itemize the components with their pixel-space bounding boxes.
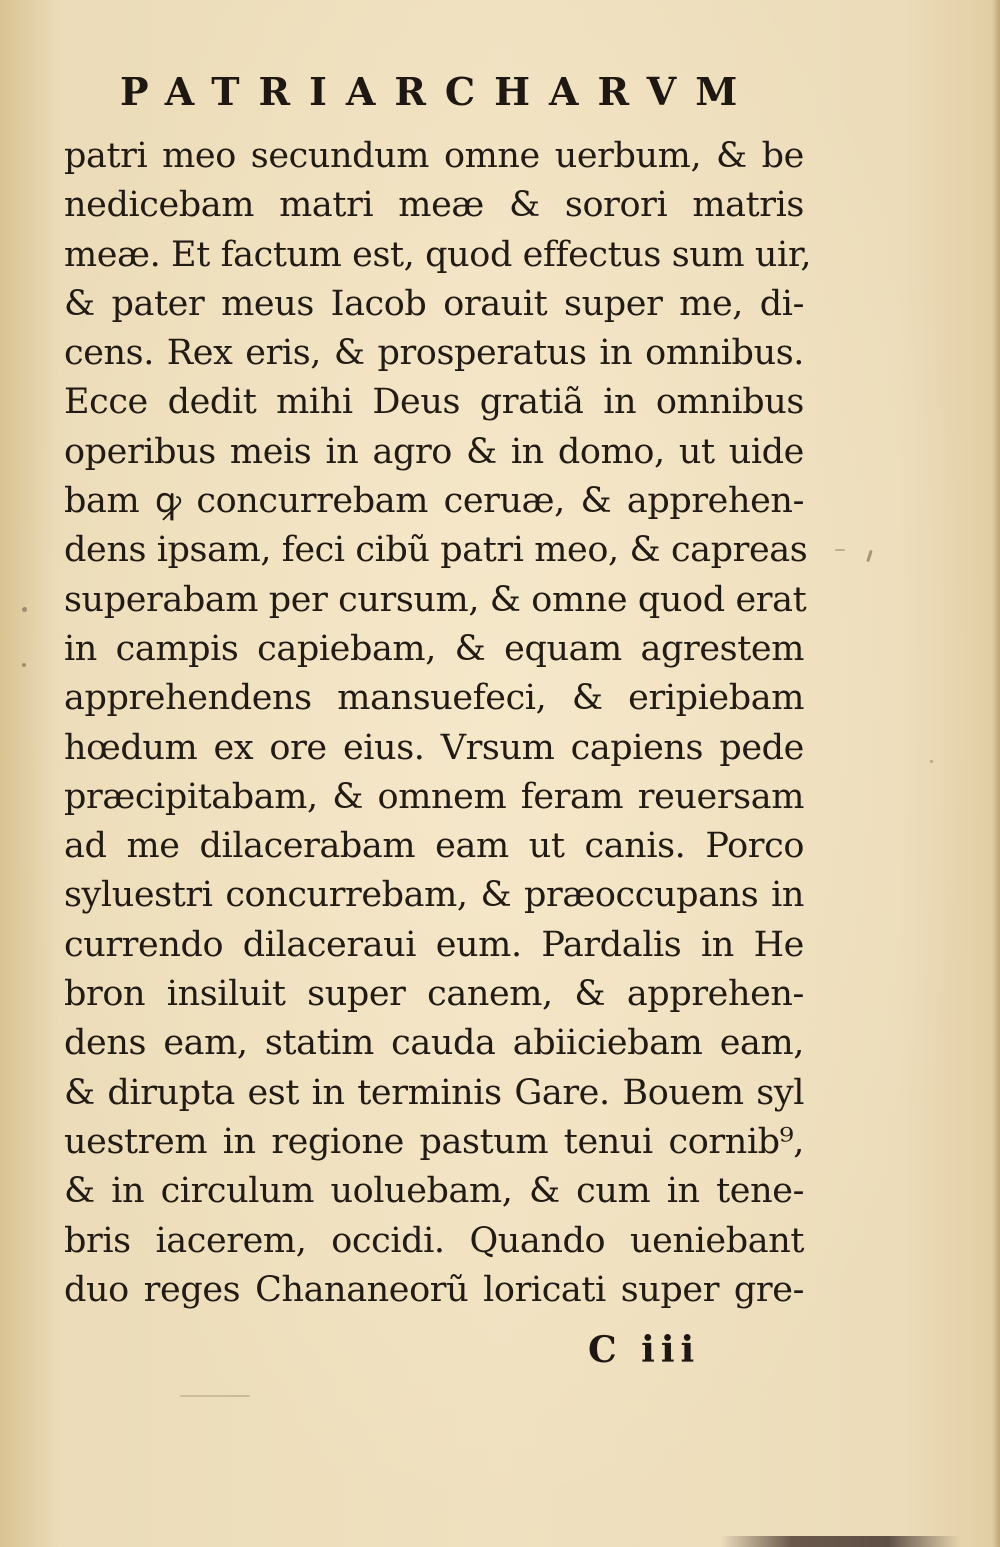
bottom-binding-strip [720, 1536, 960, 1547]
signature-mark: C iii [588, 1329, 701, 1371]
text-line: ad me dilacerabam eam ut canis. Porco [64, 826, 804, 867]
text-line: hœdum ex ore eius. Vrsum capiens pede [64, 727, 804, 768]
page-edge-shadow [992, 0, 1000, 1547]
text-line: meæ. Et factum est, quod effectus sum uir, [64, 234, 812, 275]
paper-speck [22, 663, 26, 667]
text-line: & dirupta est in terminis Gare. Bouem syl [64, 1072, 804, 1113]
text-line: bam ꝙ concurrebam ceruæ, & apprehen- [64, 481, 804, 522]
paper-speck [180, 1395, 250, 1397]
paper-speck [866, 550, 873, 562]
paper-speck [835, 549, 845, 551]
text-line: bron insiluit super canem, & apprehen- [64, 974, 804, 1015]
text-line: dens ipsam, feci cibũ patri meo, & capreas [64, 530, 808, 571]
text-line: in campis capiebam, & equam agrestem [64, 628, 804, 669]
text-line: dens eam, statim cauda abiiciebam eam, [64, 1023, 804, 1064]
running-head: PATRIARCHARVM [120, 69, 757, 114]
text-line: currendo dilaceraui eum. Pardalis in He [64, 924, 804, 965]
body-text [64, 132, 812, 1315]
text-line: superabam per cursum, & omne quod erat [64, 579, 807, 620]
text-line: præcipitabam, & omnem feram reuersam [64, 776, 804, 817]
text-line: apprehendens mansuefeci, & eripiebam [64, 678, 804, 719]
paper-speck [930, 760, 933, 763]
text-line: nedicebam matri meæ & sorori matris [64, 185, 804, 226]
text-line: & pater meus Iacob orauit super me, di- [64, 283, 804, 324]
text-line: duo reges Chananeorũ loricati super gre- [64, 1269, 804, 1310]
text-line: patri meo secundum omne uerbum, & be [64, 136, 804, 176]
text-line: Ecce dedit mihi Deus gratiã in omnibus [64, 382, 804, 423]
text-line: syluestri concurrebam, & præoccupans in [64, 875, 804, 916]
text-line: cens. Rex eris, & prosperatus in omnibus. [64, 333, 804, 374]
text-line: uestrem in regione pastum tenui cornib⁹, [64, 1121, 804, 1162]
paper-speck [22, 607, 27, 612]
text-line: & in circulum uoluebam, & cum in tene- [64, 1171, 804, 1212]
text-line: operibus meis in agro & in domo, ut uide [64, 431, 804, 472]
text-line: bris iacerem, occidi. Quando ueniebant [64, 1220, 804, 1261]
